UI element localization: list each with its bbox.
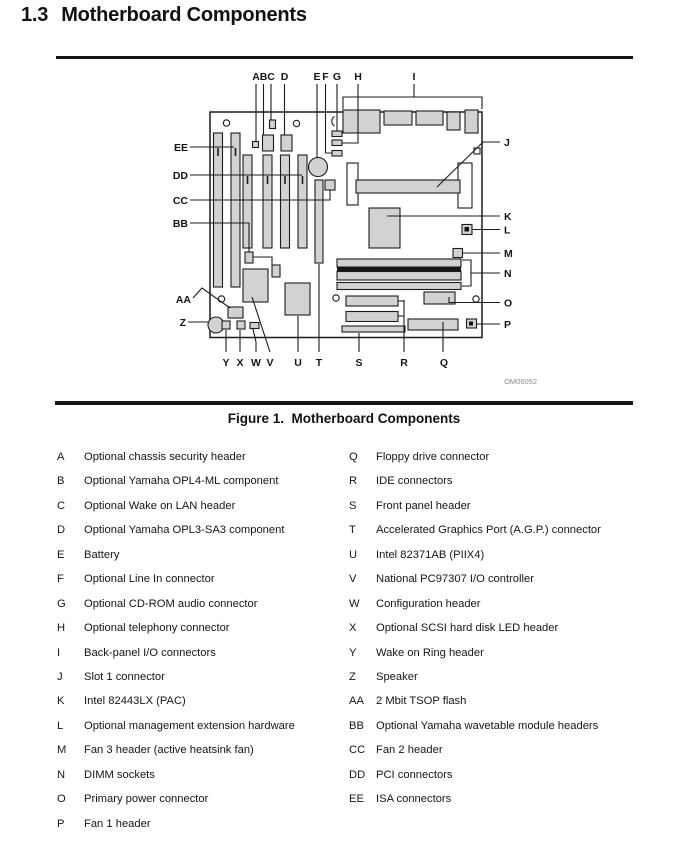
legend-item-O — [57, 793, 347, 817]
floppy-connector — [408, 319, 458, 330]
legend-key: U — [349, 548, 358, 561]
legend-label: Optional Yamaha wavetable module headers — [376, 719, 599, 732]
legend-key: X — [349, 622, 357, 635]
legend-label: Fan 1 header — [84, 817, 151, 830]
callout-letter-J: J — [504, 137, 510, 149]
legend-key: O — [57, 793, 66, 806]
legend-label: Optional management extension hardware — [84, 719, 295, 732]
callout-letter-B: B — [259, 71, 268, 83]
callout-letter-N: N — [504, 268, 512, 280]
dimm-sockets — [337, 259, 461, 290]
legend-label: Fan 2 header — [376, 744, 443, 757]
legend-key: BB — [349, 719, 364, 732]
io-controller — [243, 269, 268, 302]
legend-label: Accelerated Graphics Port (A.G.P.) connector — [376, 524, 601, 537]
legend-label: Intel 82443LX (PAC) — [84, 695, 186, 708]
legend-label: Slot 1 connector — [84, 670, 165, 683]
legend-item-BB — [349, 720, 649, 744]
legend-item-H — [57, 622, 347, 646]
legend-key: Z — [349, 670, 356, 683]
legend-label: Floppy drive connector — [376, 451, 490, 463]
legend-item-R — [349, 475, 649, 499]
legend-label: Optional telephony connector — [84, 622, 230, 635]
callout-letter-H: H — [354, 71, 362, 83]
callout-letter-AA: AA — [175, 294, 191, 306]
rule-mid — [55, 401, 633, 405]
audio-telephony-linein-connectors — [332, 131, 342, 156]
legend-item-I — [57, 647, 347, 671]
legend-key: J — [57, 670, 63, 683]
figure-note: OM06052 — [504, 377, 537, 386]
legend-key: B — [57, 475, 65, 488]
front-panel-header — [342, 326, 405, 332]
legend-label: Battery — [84, 548, 120, 561]
legend-key: G — [57, 597, 66, 610]
fan3-header — [453, 249, 463, 258]
legend-key: R — [349, 475, 358, 488]
legend-key: T — [349, 524, 356, 537]
legend-item-K — [57, 695, 347, 719]
legend-item-DD — [349, 769, 649, 793]
legend-key: W — [349, 597, 360, 610]
legend-key: CC — [349, 744, 366, 757]
callout-letter-X: X — [236, 357, 244, 369]
legend-label: ISA connectors — [376, 793, 452, 806]
legend-label: Optional Wake on LAN header — [84, 499, 236, 512]
agp-connector — [315, 180, 323, 263]
legend-label: DIMM sockets — [84, 768, 155, 781]
callout-letter-L: L — [504, 224, 511, 237]
fan1-header — [467, 319, 477, 328]
legend-item-C — [57, 500, 347, 524]
legend-item-L — [57, 720, 347, 744]
legend-key: A — [57, 451, 65, 463]
callout-letter-I: I — [412, 71, 416, 83]
callout-letter-BB: BB — [172, 218, 188, 230]
legend-label: Intel 82371AB (PIIX4) — [376, 548, 485, 561]
callout-letter-A: A — [252, 71, 260, 83]
legend-label: Speaker — [376, 670, 418, 683]
legend-item-V — [349, 573, 649, 597]
legend-key: I — [57, 646, 61, 659]
legend-column-right — [349, 451, 649, 818]
legend-key: K — [57, 695, 65, 708]
legend-label: National PC97307 I/O controller — [376, 573, 534, 586]
callout-letter-O: O — [504, 297, 513, 310]
legend-item-B — [57, 475, 347, 499]
legend-label: Optional CD-ROM audio connector — [84, 597, 258, 610]
legend-key: F — [57, 573, 64, 586]
legend-key: S — [349, 499, 357, 512]
legend-item-T — [349, 524, 649, 548]
legend-label: Optional Line In connector — [84, 573, 215, 586]
legend-key: Y — [349, 646, 357, 659]
callout-letter-CC: CC — [172, 195, 188, 207]
callout-letter-P: P — [504, 319, 512, 331]
chipset-82443lx — [369, 208, 400, 248]
callout-letter-E: E — [313, 71, 321, 83]
tsop-flash — [228, 307, 243, 318]
legend-item-N — [57, 769, 347, 793]
legend-item-M — [57, 744, 347, 768]
legend-key: N — [57, 768, 66, 781]
legend-item-U — [349, 549, 649, 573]
legend-key: AA — [349, 695, 364, 708]
management-extension-hw — [462, 225, 472, 235]
legend-key: E — [57, 548, 65, 561]
legend-key: DD — [349, 768, 366, 781]
section-number: 1.3 — [21, 4, 49, 26]
legend-item-F — [57, 573, 347, 597]
legend-item-W — [349, 598, 649, 622]
legend-label: Wake on Ring header — [376, 646, 484, 659]
legend-label: Optional Yamaha OPL3-SA3 component — [84, 524, 285, 537]
legend-label: Optional SCSI hard disk LED header — [376, 622, 559, 635]
fan2-header — [325, 180, 335, 190]
legend-key: L — [57, 719, 64, 732]
motherboard-diagram — [0, 0, 684, 410]
legend-item-Z — [349, 671, 649, 695]
callout-letter-T: T — [315, 357, 323, 369]
board-hole-square — [474, 148, 480, 154]
legend-label: Front panel header — [376, 499, 471, 512]
legend-label: PCI connectors — [376, 768, 453, 781]
legend-item-A — [57, 451, 347, 475]
legend-item-Q — [349, 451, 649, 475]
legend-key: M — [57, 744, 67, 757]
legend-label: Fan 3 header (active heatsink fan) — [84, 744, 254, 757]
battery — [309, 158, 328, 177]
legend-item-CC — [349, 744, 649, 768]
legend-key: EE — [349, 793, 364, 806]
callout-letter-C: C — [267, 71, 275, 83]
legend-item-D — [57, 524, 347, 548]
legend-item-X — [349, 622, 649, 646]
callout-letter-F: F — [322, 71, 329, 83]
legend-label: Primary power connector — [84, 793, 209, 806]
callout-letter-D: D — [280, 71, 289, 83]
legend-column-left — [57, 451, 347, 842]
legend-item-J — [57, 671, 347, 695]
legend-item-G — [57, 598, 347, 622]
legend-key: P — [57, 817, 65, 830]
bottom-headers — [222, 321, 259, 329]
callout-letter-Y: Y — [222, 357, 230, 369]
chipset-piix4 — [285, 283, 310, 315]
callout-letter-M: M — [504, 248, 513, 260]
legend-label: Optional Yamaha OPL4-ML component — [84, 475, 279, 488]
legend-item-P — [57, 818, 347, 842]
legend-key: V — [349, 573, 357, 586]
legend-label: Optional chassis security header — [84, 451, 246, 463]
callout-letter-R: R — [400, 357, 408, 369]
callout-letter-K: K — [504, 211, 512, 223]
callout-letter-Q: Q — [439, 357, 449, 369]
legend-label: 2 Mbit TSOP flash — [376, 695, 467, 708]
callout-letter-G: G — [332, 71, 342, 83]
legend-item-S — [349, 500, 649, 524]
legend-key: C — [57, 499, 66, 512]
callout-letter-W: W — [251, 357, 261, 369]
legend-key: Q — [349, 451, 358, 463]
legend-item-E — [57, 549, 347, 573]
callout-letter-Z: Z — [179, 317, 186, 329]
legend-label: Configuration header — [376, 597, 481, 610]
legend-item-AA — [349, 695, 649, 719]
callout-letter-S: S — [355, 357, 363, 369]
figure-caption: Figure 1. Motherboard Components — [227, 411, 461, 426]
legend-label: Back-panel I/O connectors — [84, 646, 216, 659]
legend-item-EE — [349, 793, 649, 817]
section-title: Motherboard Components — [61, 4, 307, 26]
callout-letter-EE: EE — [173, 142, 188, 154]
callout-letter-DD: DD — [172, 170, 188, 182]
callout-letter-U: U — [294, 357, 302, 369]
legend-key: H — [57, 622, 66, 635]
callout-letter-V: V — [266, 357, 274, 369]
legend-item-Y — [349, 647, 649, 671]
legend-key: D — [57, 524, 66, 537]
legend-label: IDE connectors — [376, 475, 453, 488]
